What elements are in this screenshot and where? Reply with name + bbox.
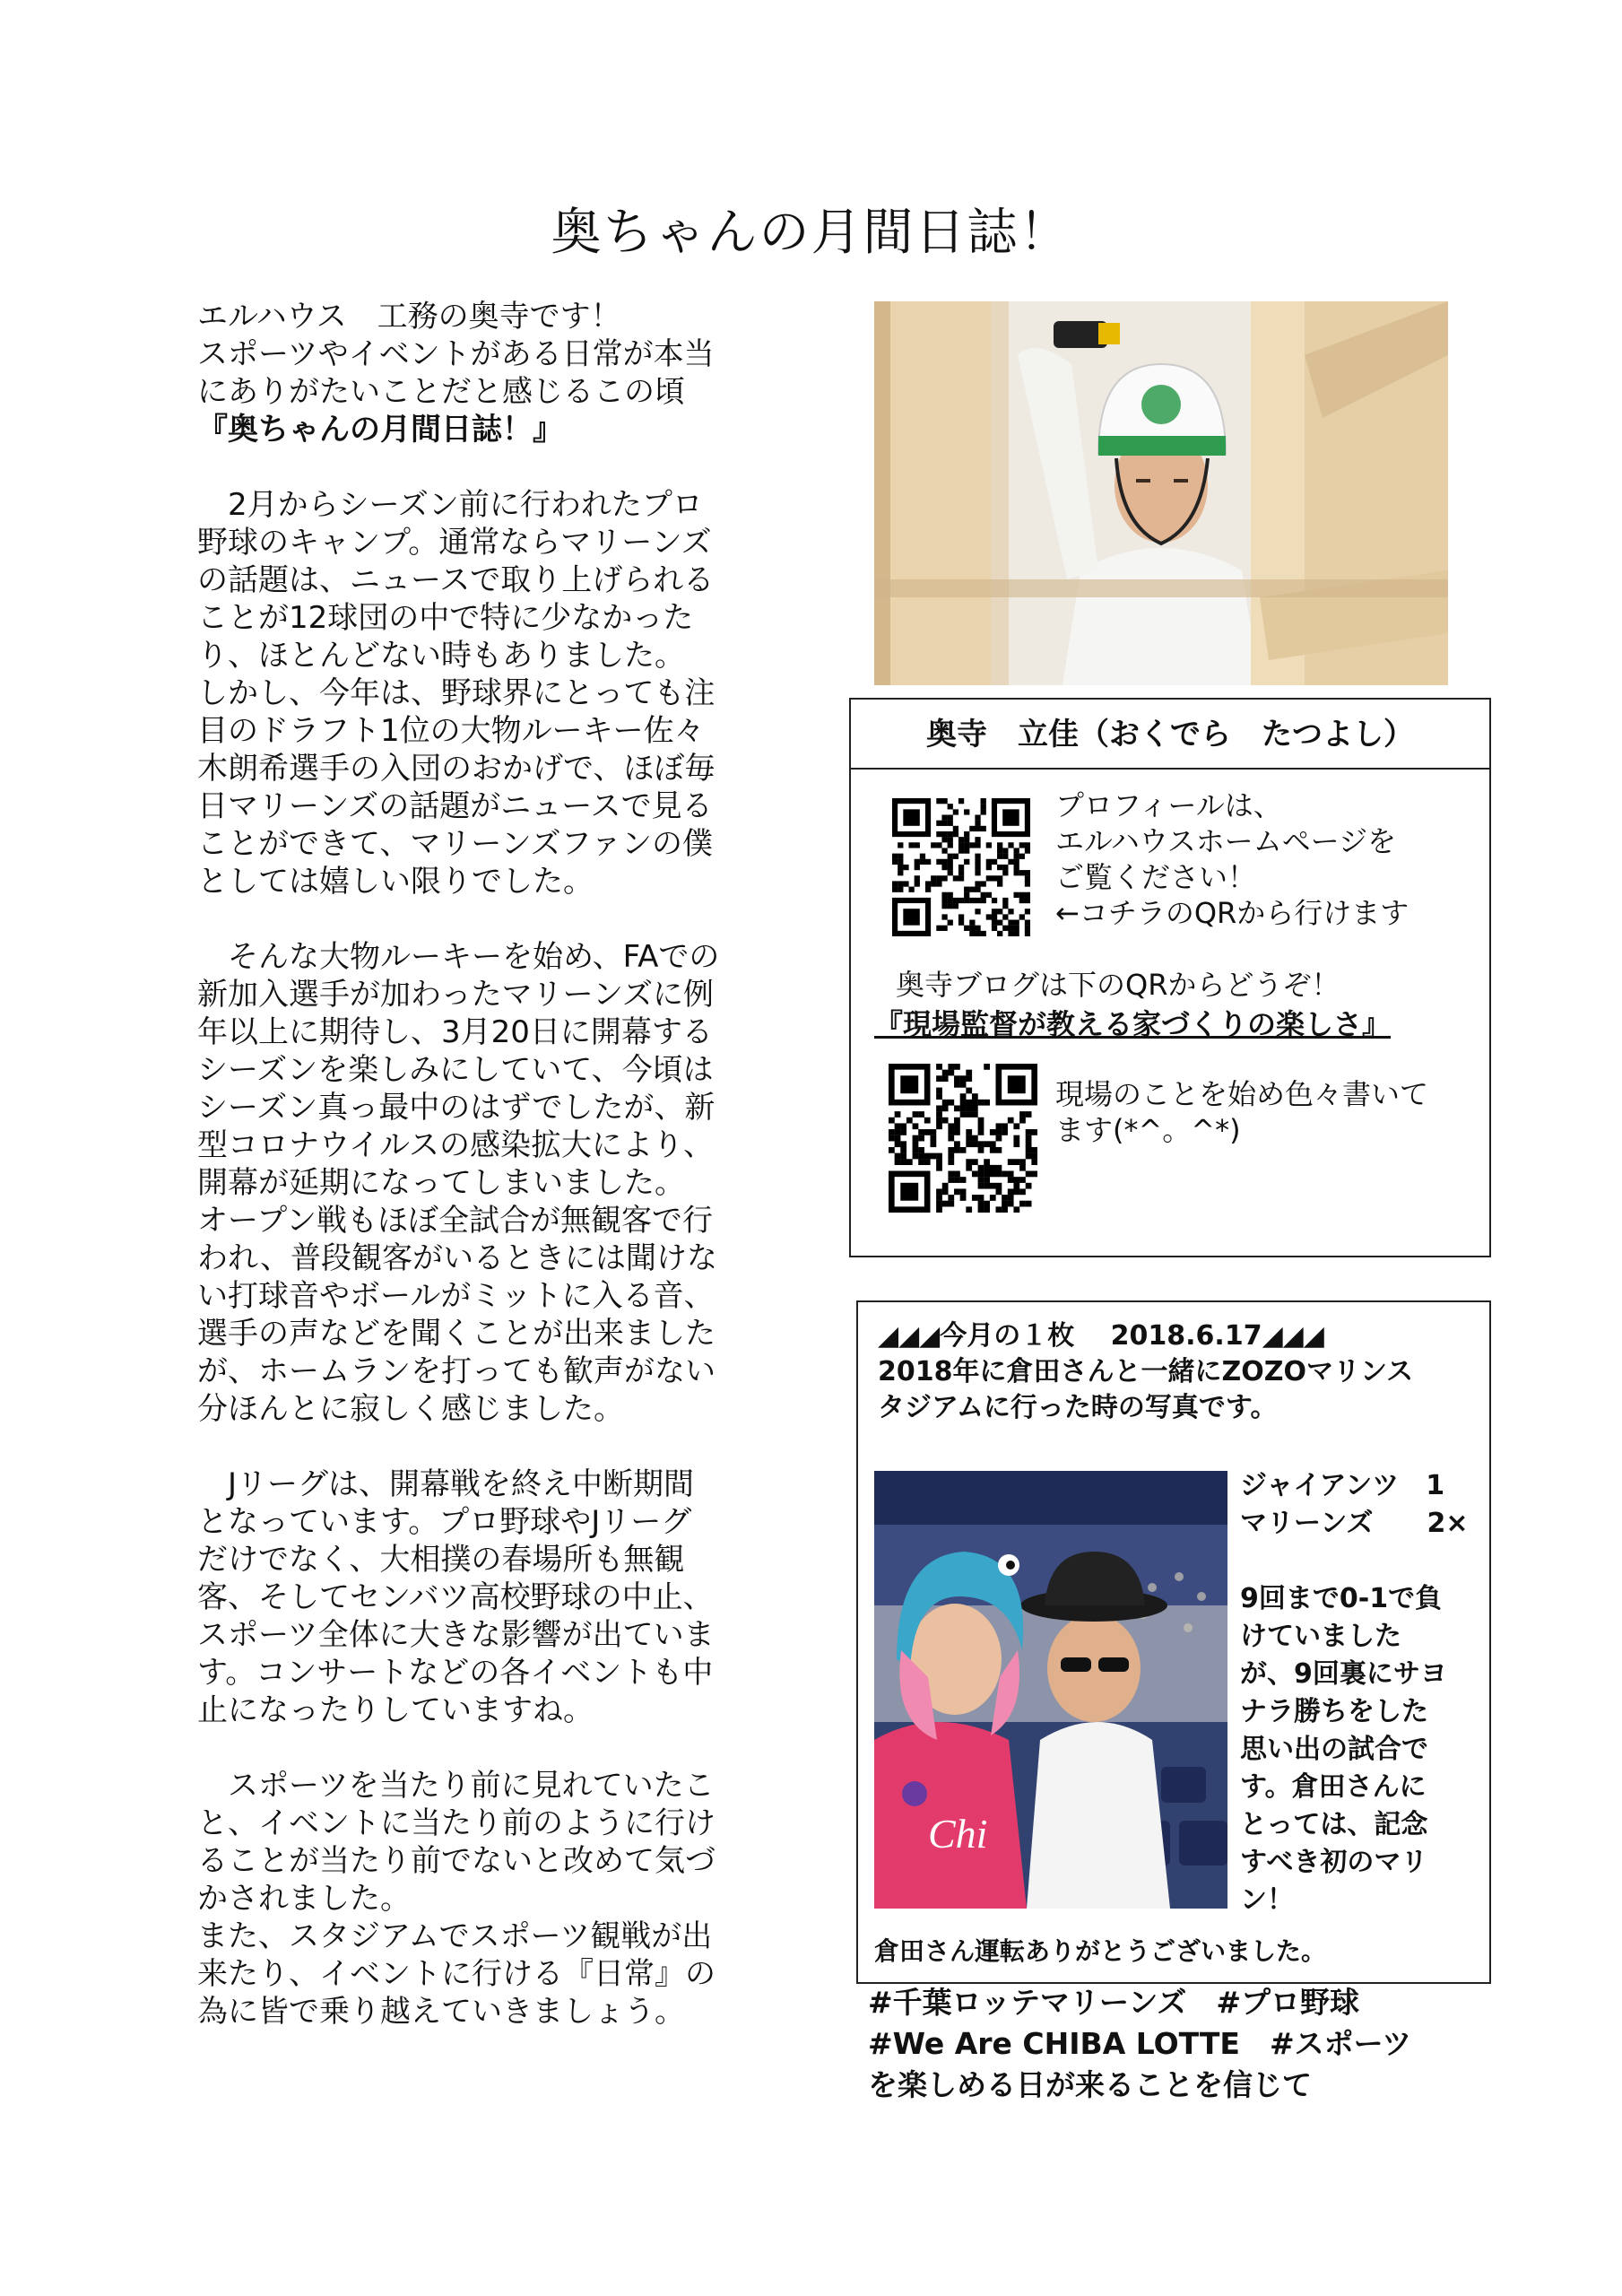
- blog-title[interactable]: 『現場監督が教える家づくりの楽しさ』: [874, 1007, 1392, 1041]
- profile-box: [849, 698, 1491, 1257]
- profile-text: プロフィールは、 エルハウスホームページを ご覧ください！ ←コチラのQRから行けます: [1055, 788, 1409, 930]
- intro-bold-title: 『奥ちゃんの月間日誌！』: [197, 412, 563, 448]
- blog-qr-code[interactable]: [889, 1064, 1037, 1213]
- profile-name: 奥寺 立佳（おくでら たつよし）: [851, 700, 1489, 770]
- blog-intro-line: 奥寺ブログは下のQRからどうぞ！: [896, 968, 1340, 1002]
- article-body: [197, 298, 771, 2031]
- paragraph-3: Jリーグは、開幕戦を終え中断期間 となっています。プロ野球やJリーグ だけでなく、大相撲の春場所も無観 客、そしてセンバツ高校野球の中止、 スポーツ全体に大きな影響が出ていま す。コンサートなどの各イベントも中 止になったりしていますね。: [197, 1466, 715, 1728]
- svg-text:Chi: Chi: [928, 1811, 988, 1857]
- photo-box-footer: 倉田さん運転ありがとうございました。: [874, 1936, 1327, 1966]
- profile-qr-code[interactable]: [892, 798, 1030, 936]
- blog-text: 現場のことを始め色々書いて ます(*^。^*): [1055, 1077, 1429, 1147]
- hashtags: #千葉ロッテマリーンズ #プロ野球 #We Are CHIBA LOTTE #スポーツ を楽しめる日が来ることを信じて: [868, 1985, 1412, 2102]
- paragraph-4: スポーツを当たり前に見れていたこ と、イベントに当たり前のように行け ることが当たり前でないと改めて気づ かされました。 また、スタジアムでスポーツ観戦が出 来たり、イベントに行ける『日常』の 為に皆で乗り越えていきましょう。: [197, 1768, 716, 2030]
- paragraph-1: 2月からシーズン前に行われたプロ 野球のキャンプ。通常ならマリーンズ の話題は、ニュースで取り上げられる ことが12球団の中で特に少なかった り、ほとんどない時もありました。 しかし、今年は、野球界にとっても注 目のドラフト1位の大物ルーキー佐々 木朗希選手の入団のおかげで、ほぼ毎 日マリーンズの話題がニュースで見る ことができて、マリーンズファンの僕 としては嬉しい限りでした。: [197, 487, 716, 900]
- page-title: 奥ちゃんの月間日誌！: [551, 204, 1071, 262]
- intro-text: エルハウス 工務の奥寺です！ スポーツやイベントがある日常が本当 にありがたいことだと感じるこの頃: [197, 299, 715, 410]
- game-result-text: ジャイアンツ 1 マリーンズ 2× 9回まで0-1で負 けていました が、9回裏にサヨ ナラ勝ちをした 思い出の試合で す。倉田さんに とっては、記念 すべき初のマリ ン！: [1240, 1470, 1469, 1916]
- photo-box-header: ◢◢◢今月の１枚 2018.6.17◢◢◢ 2018年に倉田さんと一緒にZOZOマリンス タジアムに行った時の写真です。: [878, 1320, 1414, 1423]
- worker-photo: [874, 301, 1448, 685]
- paragraph-2: そんな大物ルーキーを始め、FAでの 新加入選手が加わったマリーンズに例 年以上に期待し、3月20日に開幕する シーズンを楽しみにしていて、今頃は シーズン真っ最中のはずでしたが、新 型コロナウイルスの感染拡大により、 開幕が延期になってしまいました。 オープン戦もほぼ全試合が無観客で行 われ、普段観客がいるときには聞けな い打球音やボールがミットに入る音、 選手の声などを聞くことが出来ました が、ホームランを打っても歓声がない 分ほんとに寂しく感じました。: [197, 939, 720, 1427]
- photo-of-month-box: [856, 1300, 1491, 1984]
- stadium-photo: [874, 1471, 1227, 1909]
